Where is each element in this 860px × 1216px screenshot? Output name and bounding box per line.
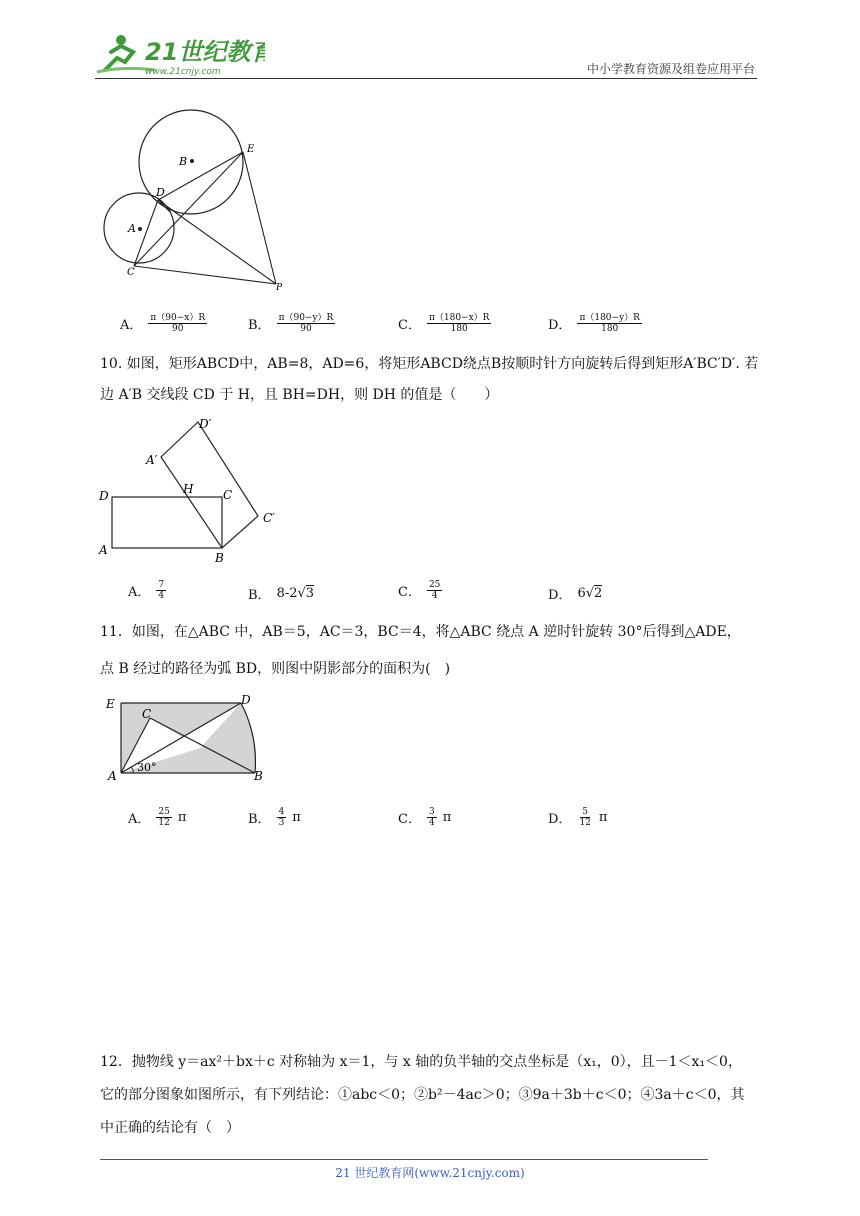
logo-url: www.21cnjy.com bbox=[145, 67, 221, 77]
header-divider bbox=[95, 78, 757, 79]
q11-label-b: B bbox=[254, 769, 263, 783]
q11-text-line2: 点 B 经过的路径为弧 BD，则图中阴影部分的面积为( ) bbox=[100, 661, 451, 677]
q10-option-a[interactable]: A． $\frac{7}{4}$ bbox=[128, 580, 165, 601]
fraction: $\frac{\pi(180-y)R}{180}$ bbox=[579, 313, 640, 334]
q9-option-a[interactable]: A． $\frac{\pi(90-x)R}{90}$ bbox=[120, 313, 206, 334]
q11-label-d: D bbox=[241, 693, 251, 707]
q11-figure bbox=[100, 688, 280, 788]
q9-label-b: B bbox=[179, 155, 188, 168]
q10-label-a: A bbox=[99, 543, 108, 557]
q10-label-d: D bbox=[99, 489, 109, 503]
q9-option-d[interactable]: D． $\frac{\pi(180-y)R}{180}$ bbox=[548, 313, 640, 334]
q10-label-h: H bbox=[183, 482, 194, 496]
fraction: $\frac{25}{4}$ bbox=[428, 580, 441, 601]
q10-figure bbox=[95, 412, 305, 572]
sqrt-icon: √ bbox=[297, 586, 306, 601]
footer-site-link[interactable]: 21 世纪教育网(www.21cnjy.com) bbox=[335, 1166, 525, 1180]
q9-figure bbox=[100, 100, 300, 300]
q10-label-a1: A′ bbox=[146, 453, 158, 467]
q11-label-e: E bbox=[106, 697, 115, 711]
logo-text: 21世纪教育 bbox=[145, 38, 265, 66]
q10-label-d1: D′ bbox=[199, 417, 212, 431]
sqrt-icon: √ bbox=[585, 586, 595, 601]
q9-label-a: A bbox=[128, 222, 136, 235]
q10-option-c[interactable]: C． $\frac{25}{4}$ bbox=[398, 580, 441, 601]
site-logo bbox=[95, 30, 265, 78]
q9-label-c: C bbox=[127, 267, 135, 278]
q10-label-c: C bbox=[223, 488, 233, 502]
fraction: $\frac{4}{3}$ bbox=[278, 807, 285, 828]
fraction: $\frac{\pi(180-x)R}{180}$ bbox=[428, 313, 490, 334]
q10-option-d[interactable]: D． 6√2 bbox=[548, 586, 603, 603]
fraction: $\frac{\pi(90-y)R}{90}$ bbox=[278, 313, 334, 334]
fraction: $\frac{5}{12}$ bbox=[579, 807, 591, 828]
q10-label-b: B bbox=[215, 551, 224, 565]
q11-text-line1: 11．如图，在△ABC 中，AB＝5，AC＝3，BC＝4，将△ABC 绕点 A 逆时针旋转 30°后得到△ADE， bbox=[100, 624, 741, 640]
q9-option-c[interactable]: C． $\frac{\pi(180-x)R}{180}$ bbox=[398, 313, 490, 334]
q12-text-line2: 它的部分图象如图所示，有下列结论：①abc＜0；②b²－4ac＞0；③9a＋3b＋c＜0；④3a＋c＜0，其 bbox=[100, 1087, 745, 1103]
q9-option-b[interactable]: B． $\frac{\pi(90-y)R}{90}$ bbox=[248, 313, 334, 334]
fraction: $\frac{\pi(90-x)R}{90}$ bbox=[150, 313, 206, 334]
q11-label-c: C bbox=[142, 707, 152, 721]
header-platform-text: 中小学教育资源及组卷应用平台 bbox=[586, 62, 755, 76]
q12-text-line1: 12．抛物线 y＝ax²＋bx＋c 对称轴为 x＝1，与 x 轴的负半轴的交点坐标是（x₁，0），且－1＜x₁＜0， bbox=[100, 1054, 742, 1070]
q9-label-d: D bbox=[156, 186, 165, 199]
fraction: $\frac{25}{12}$ bbox=[158, 807, 170, 828]
q11-option-b[interactable]: B． $\frac{4}{3}$ π bbox=[248, 807, 301, 828]
q11-option-a[interactable]: A． $\frac{25}{12}$ π bbox=[128, 807, 187, 828]
q9-label-e: E bbox=[247, 144, 255, 155]
fraction: $\frac{7}{4}$ bbox=[158, 580, 165, 601]
q12-text-line3: 中正确的结论有（ ） bbox=[100, 1120, 240, 1136]
q10-option-b[interactable]: B． 8-2√3 bbox=[248, 586, 315, 603]
q10-label-c1: C′ bbox=[263, 511, 275, 525]
q11-option-d[interactable]: D． $\frac{5}{12}$ π bbox=[548, 807, 608, 828]
q10-text-line2: 边 A′B 交线段 CD 于 H，且 BH=DH，则 DH 的值是（ ） bbox=[100, 387, 499, 403]
q11-label-a: A bbox=[108, 769, 117, 783]
q11-angle-label: 30° bbox=[137, 761, 157, 774]
q11-option-c[interactable]: C． $\frac{3}{4}$ π bbox=[398, 807, 452, 828]
q9-label-p: P bbox=[276, 283, 283, 293]
footer-divider bbox=[100, 1159, 708, 1160]
fraction: $\frac{3}{4}$ bbox=[428, 807, 435, 828]
runner-icon bbox=[95, 30, 265, 78]
q10-text-line1: 10. 如图，矩形ABCD中，AB=8，AD=6，将矩形ABCD绕点B按顺时针方向旋转后得到矩形A′BC′D′. 若 bbox=[100, 356, 759, 372]
